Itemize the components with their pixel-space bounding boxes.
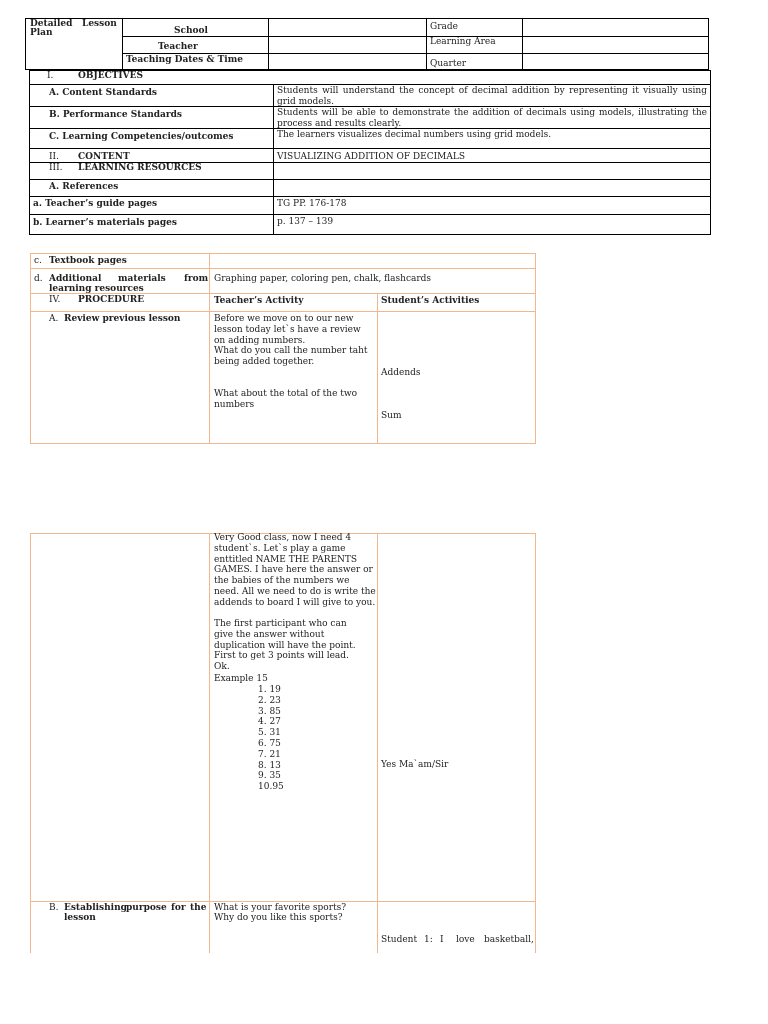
purpose-num: B. — [49, 903, 59, 913]
game-list-item: 1. 19 — [258, 685, 281, 695]
textbook-num: c. — [34, 256, 42, 266]
textbook-label: Textbook pages — [49, 256, 127, 266]
student-activity-header: Student’s Activities — [381, 296, 480, 306]
additional-label-a: Additional — [49, 274, 102, 284]
teachers-guide-label: a. Teacher’s guide pages — [33, 199, 158, 209]
game-list-item: 9. 35 — [258, 771, 281, 782]
competencies-text: The learners visualizes decimal numbers using grid models. — [277, 130, 552, 140]
objectives-heading: OBJECTIVES — [78, 71, 143, 81]
purpose-teacher-1: What is your favorite sports? — [214, 903, 347, 913]
teachers-guide-value: TG PP. 176-178 — [277, 199, 347, 209]
content-num: II. — [49, 152, 59, 162]
additional-label-d: learning resources — [49, 284, 144, 294]
purpose-label-c: for — [171, 903, 186, 913]
purpose-student-e: basketball, — [484, 935, 534, 945]
review-label: Review previous lesson — [64, 314, 181, 324]
additional-value: Graphing paper, coloring pen, chalk, flashcards — [214, 274, 432, 284]
game-list-item: 4. 27 — [258, 717, 281, 728]
review-teacher-text-2: What do you call the number taht being added together. — [214, 346, 368, 367]
purpose-student-c: I — [440, 935, 444, 945]
review-teacher-text-3: What about the total of the two numbers — [214, 389, 358, 410]
game-list-item: 2. 23 — [258, 695, 281, 706]
game-intro-text: Very Good class, now I need 4 student`s. Let`s play a game enttitled NAME THE PARENTS GAMES. I have here the answer or the babies of the numbers we need. All we need to do is write the addends to board I will give to you. — [214, 533, 376, 608]
additional-num: d. — [34, 274, 43, 284]
learners-materials-value: p. 137 – 139 — [277, 217, 334, 227]
review-student-addends: Addends — [381, 368, 421, 378]
game-example: Example 15 — [214, 674, 268, 684]
learners-materials-label: b. Learner’s materials pages — [33, 218, 177, 228]
dlp-title-b: Lesson — [82, 19, 117, 29]
competencies-label: C. Learning Competencies/outcomes — [49, 132, 234, 142]
purpose-label-b: purpose — [126, 903, 167, 913]
game-list-item: 8. 13 — [258, 760, 281, 771]
content-label: CONTENT — [78, 152, 130, 162]
purpose-label-d: the — [190, 903, 207, 913]
content-value: VISUALIZING ADDITION OF DECIMALS — [277, 152, 466, 162]
dates-label: Teaching Dates & Time — [126, 55, 243, 65]
purpose-student-d: love — [456, 935, 475, 945]
purpose-student-b: 1: — [424, 935, 433, 945]
objectives-num: I. — [47, 71, 54, 81]
content-standards-label: A. Content Standards — [49, 88, 157, 98]
purpose-label-e: lesson — [64, 913, 96, 923]
procedure-num: IV. — [49, 295, 61, 305]
resources-num: III. — [49, 163, 63, 173]
game-list-item: 5. 31 — [258, 728, 281, 739]
learning-area-label: Learning Area — [430, 37, 496, 47]
game-number-list — [258, 685, 284, 793]
performance-standards-label: B. Performance Standards — [49, 110, 182, 120]
performance-standards-text: Students will be able to demonstrate the addition of decimals using models, illustrating the process and results clearly. — [277, 108, 707, 129]
school-label: School — [174, 26, 208, 36]
purpose-label-a: Establishing — [64, 903, 127, 913]
game-intro-text-2: The first participant who can give the answer without duplication will have the point. First to get 3 points will lead. Ok. — [214, 619, 356, 673]
content-standards-text: Students will understand the concept of decimal addition by representing it visually using grid models. — [277, 86, 707, 107]
additional-label-b: materials — [118, 274, 166, 284]
grade-label: Grade — [430, 22, 458, 32]
game-student-reply: Yes Ma`am/Sir — [381, 760, 449, 770]
purpose-teacher-2: Why do you like this sports? — [214, 913, 343, 923]
review-teacher-text-1: Before we move on to our new lesson today let`s have a review on adding numbers. — [214, 314, 361, 346]
dlp-title-c: Plan — [30, 28, 53, 38]
game-list-item: 6. 75 — [258, 738, 281, 749]
resources-label: LEARNING RESOURCES — [78, 163, 202, 173]
review-student-sum: Sum — [381, 411, 402, 421]
dlp-title-a: Detailed — [30, 19, 73, 29]
teacher-activity-header: Teacher’s Activity — [214, 296, 304, 306]
references-label: A. References — [49, 182, 119, 192]
teacher-label: Teacher — [158, 42, 198, 52]
quarter-label: Quarter — [430, 59, 467, 69]
additional-label-c: from — [184, 274, 209, 284]
purpose-student-a: Student — [381, 935, 418, 945]
review-num: A. — [49, 314, 59, 324]
game-list-item: 7. 21 — [258, 749, 281, 760]
game-list-item: 10.95 — [258, 782, 284, 793]
procedure-label: PROCEDURE — [78, 295, 145, 305]
game-list-item: 3. 85 — [258, 706, 281, 717]
